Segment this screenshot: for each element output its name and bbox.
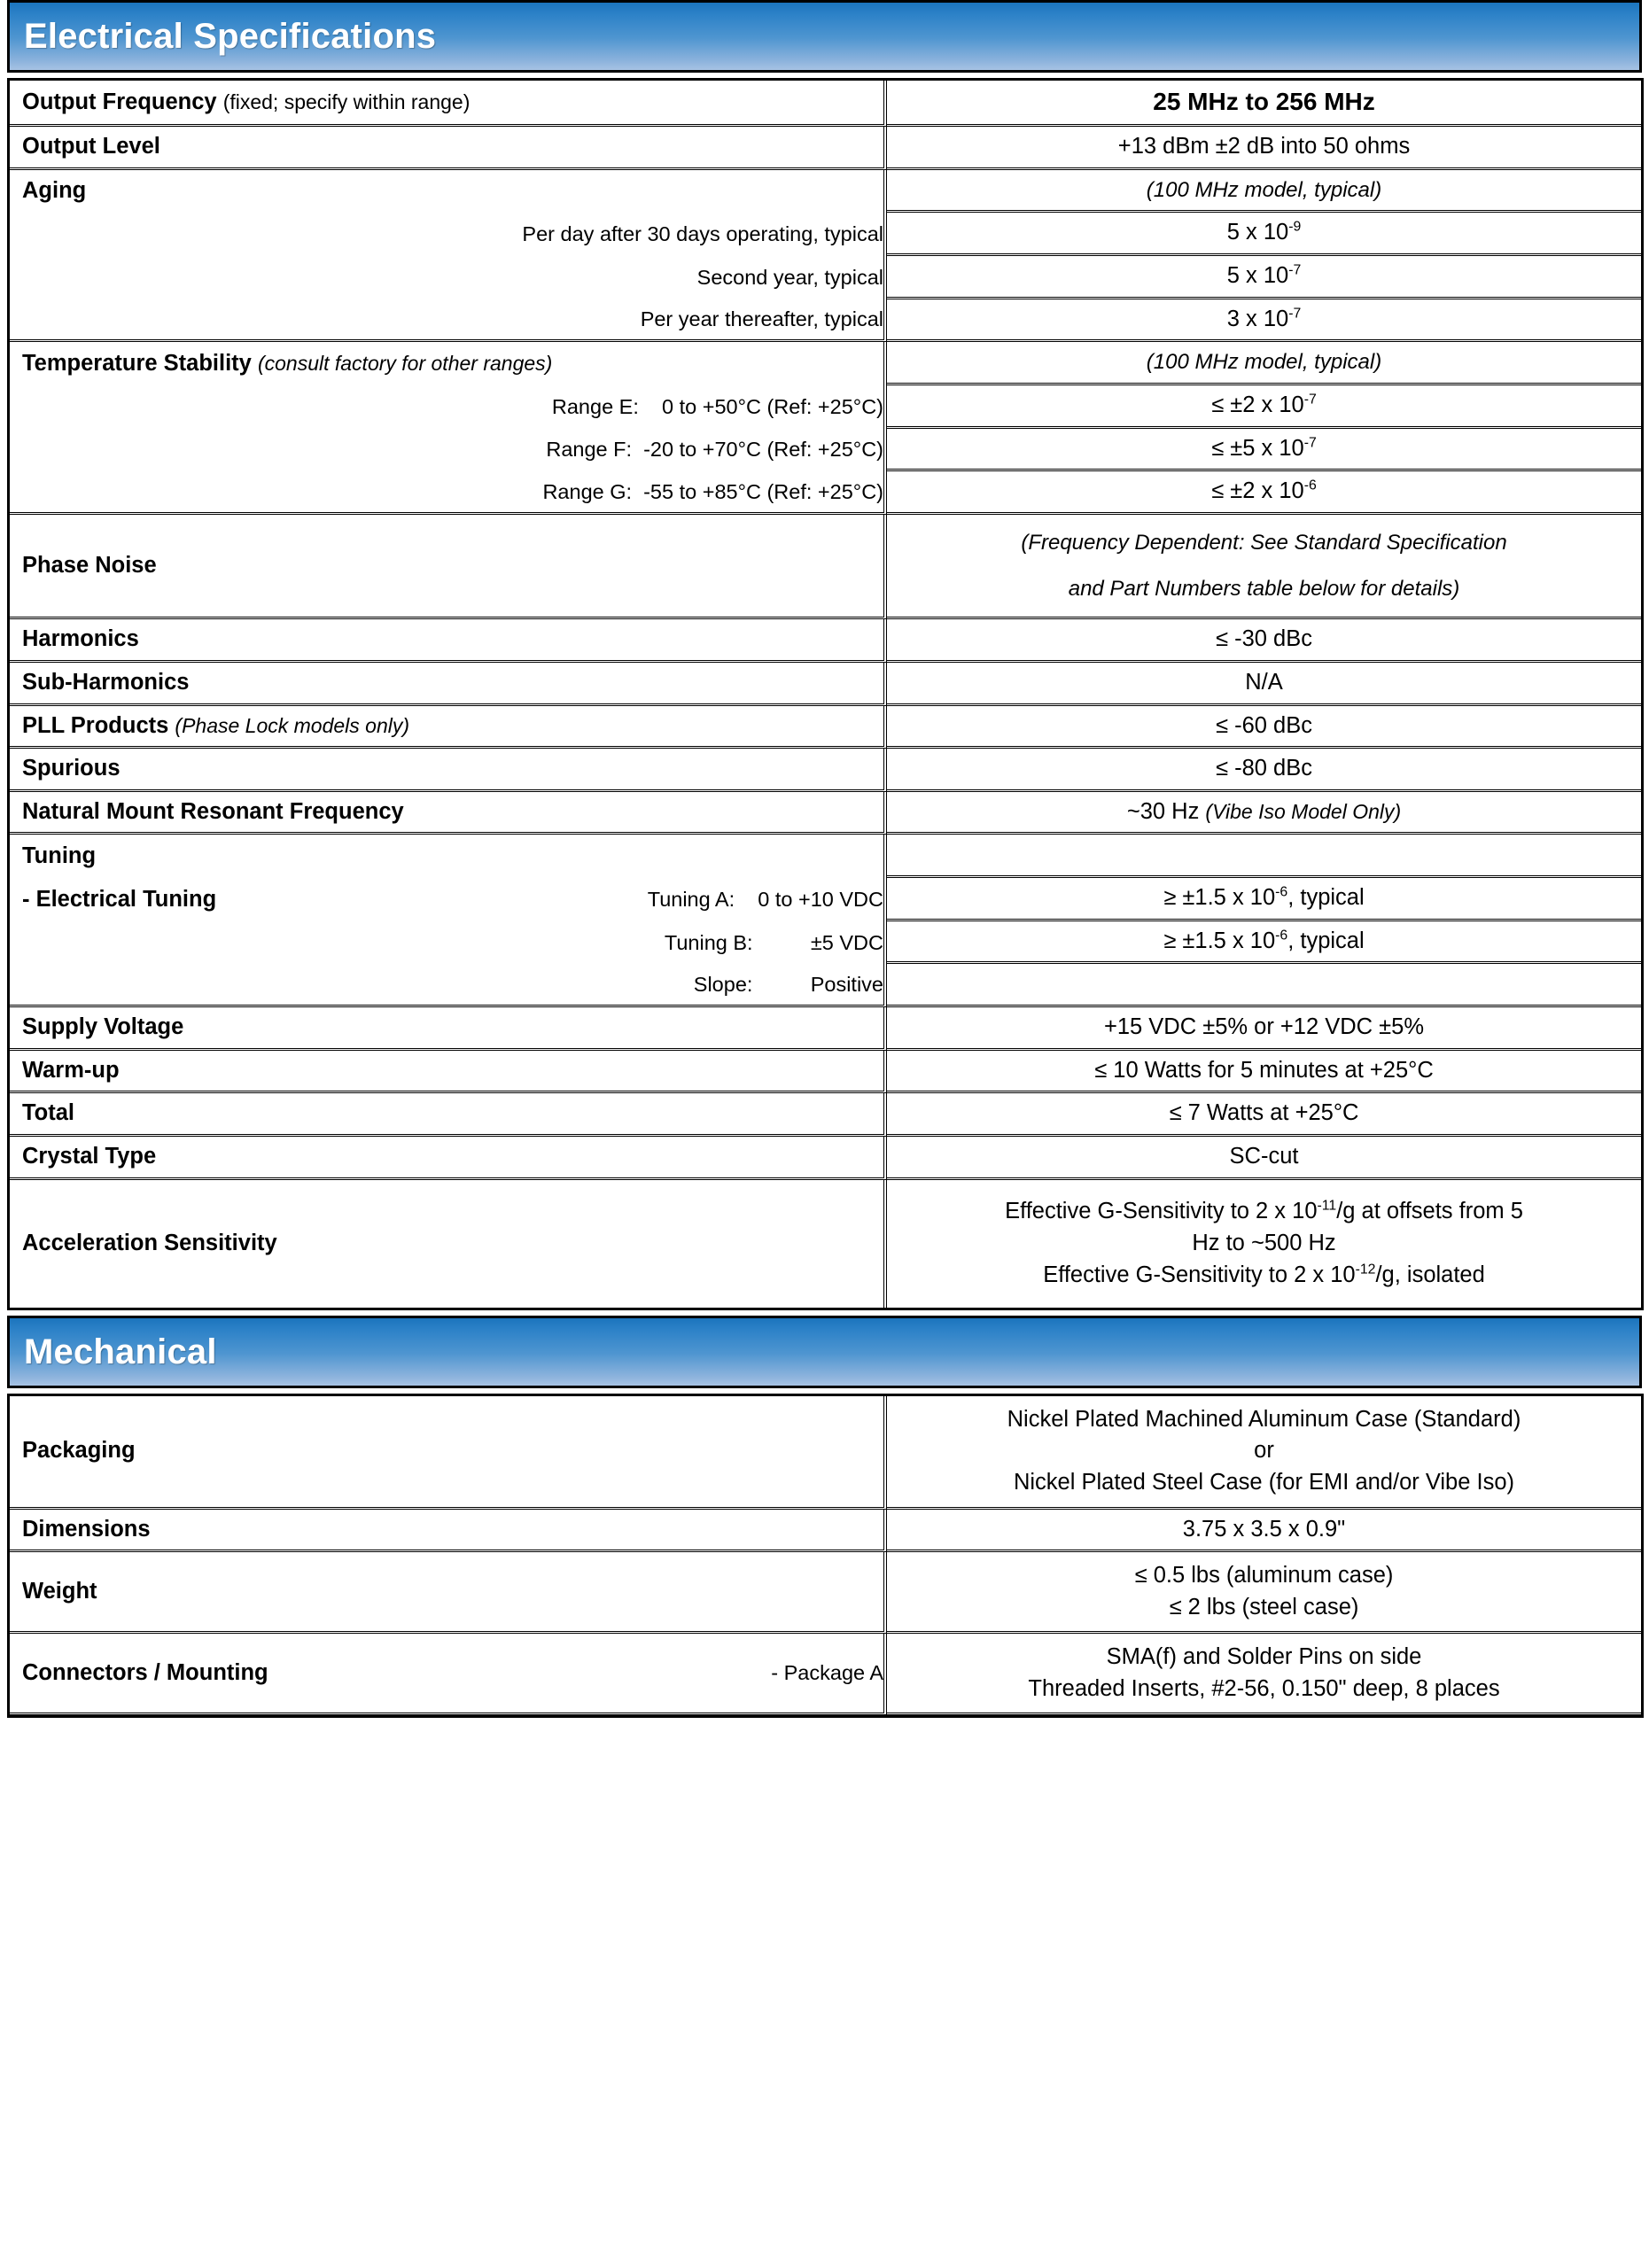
label-sub-harmonics: Sub-Harmonics xyxy=(22,669,190,695)
row-label-packaging xyxy=(10,1396,887,1510)
section-header-mechanical xyxy=(7,1316,1642,1388)
sublabel-aging-second-year: Second year, typical xyxy=(696,265,883,289)
label-electrical-tuning: - Electrical Tuning xyxy=(22,886,217,912)
value-acceleration-line-1 xyxy=(899,1196,1629,1228)
value-pll-products: ≤ -60 dBc xyxy=(1216,712,1312,738)
value-tuning-b-exponent: -6 xyxy=(1275,928,1288,944)
value-tuning-b-suffix: , typical xyxy=(1287,928,1365,953)
table-row xyxy=(10,1510,1641,1553)
row-label-warm-up xyxy=(10,1051,887,1094)
label-warm-up: Warm-up xyxy=(22,1057,120,1083)
label-weight: Weight xyxy=(22,1579,97,1604)
label-total: Total xyxy=(22,1100,75,1126)
row-label-natural-mount xyxy=(10,792,887,835)
label-crystal-type: Crystal Type xyxy=(22,1144,157,1169)
note-temperature-stability: (consult factory for other ranges) xyxy=(257,351,553,375)
value-accel-line3-post: /g, isolated xyxy=(1375,1262,1485,1287)
row-label-range-e xyxy=(10,385,887,429)
value-harmonics: ≤ -30 dBc xyxy=(1216,626,1312,652)
row-value-warm-up xyxy=(887,1051,1641,1094)
row-label-temperature-stability xyxy=(10,342,887,385)
row-value-aging-per-day xyxy=(887,213,1641,256)
value-tuning-b-mantissa: ≥ ±1.5 x 10 xyxy=(1163,928,1276,953)
row-value-spurious xyxy=(887,749,1641,792)
row-value-crystal-type xyxy=(887,1137,1641,1180)
label-phase-noise: Phase Noise xyxy=(22,552,157,578)
note-pll-products: (Phase Lock models only) xyxy=(175,713,410,737)
table-row xyxy=(10,1093,1641,1137)
value-aging-per-day-exponent: -9 xyxy=(1288,219,1302,235)
row-value-packaging xyxy=(887,1396,1641,1510)
table-row xyxy=(10,299,1641,343)
row-value-aging-per-year xyxy=(887,299,1641,343)
value-phase-noise-line-1: (Frequency Dependent: See Standard Specification xyxy=(1021,530,1507,555)
value-weight-line-1: ≤ 0.5 lbs (aluminum case) xyxy=(1134,1563,1394,1588)
value-tuning-a-suffix: , typical xyxy=(1287,885,1365,911)
row-value-natural-mount xyxy=(887,792,1641,835)
table-row xyxy=(10,1634,1641,1715)
label-supply-voltage: Supply Voltage xyxy=(22,1014,184,1040)
row-value-acceleration-sensitivity xyxy=(887,1180,1641,1308)
value-warm-up: ≤ 10 Watts for 5 minutes at +25°C xyxy=(1094,1057,1434,1083)
row-value-sub-harmonics xyxy=(887,663,1641,706)
value-aging-per-day-mantissa: 5 x 10 xyxy=(1226,220,1289,245)
sublabel-range-f: Range F: -20 to +70°C (Ref: +25°C) xyxy=(546,438,883,462)
row-label-acceleration-sensitivity xyxy=(10,1180,887,1308)
value-acceleration-line-2: Hz to ~500 Hz xyxy=(1192,1230,1336,1255)
value-crystal-type: SC-cut xyxy=(1229,1144,1299,1169)
value-packaging-line-1: Nickel Plated Machined Aluminum Case (Standard) xyxy=(1007,1406,1521,1432)
value-tuning-a-mantissa: ≥ ±1.5 x 10 xyxy=(1163,885,1276,911)
value-natural-mount-main: ~30 Hz xyxy=(1126,798,1206,824)
label-acceleration-sensitivity: Acceleration Sensitivity xyxy=(22,1230,277,1255)
row-label-harmonics xyxy=(10,619,887,663)
table-row xyxy=(10,663,1641,706)
table-row xyxy=(10,170,1641,214)
row-value-aging-header xyxy=(887,170,1641,214)
value-range-g-mantissa: ≤ ±2 x 10 xyxy=(1211,478,1304,504)
label-harmonics: Harmonics xyxy=(22,626,139,652)
row-value-slope xyxy=(887,964,1641,1007)
table-row xyxy=(10,471,1641,515)
value-aging-second-year-exponent: -7 xyxy=(1288,262,1302,278)
table-row xyxy=(10,964,1641,1007)
value-temperature-model-note: (100 MHz model, typical) xyxy=(1146,350,1382,375)
sublabel-package-a: - Package A xyxy=(771,1661,883,1685)
label-spurious: Spurious xyxy=(22,756,121,781)
label-natural-mount: Natural Mount Resonant Frequency xyxy=(22,798,404,824)
row-label-tuning-b xyxy=(10,921,887,965)
row-label-aging xyxy=(10,170,887,214)
table-row xyxy=(10,706,1641,750)
sublabel-slope: Slope: Positive xyxy=(693,972,883,996)
row-label-range-f xyxy=(10,429,887,472)
value-accel-line3-exponent: -12 xyxy=(1355,1262,1376,1278)
label-pll-products: PLL Products xyxy=(22,712,169,738)
table-row xyxy=(10,749,1641,792)
section-header-electrical xyxy=(7,0,1642,73)
value-range-e-exponent: -7 xyxy=(1303,392,1317,408)
table-row xyxy=(10,1396,1641,1510)
label-aging: Aging xyxy=(22,178,87,204)
table-row xyxy=(10,213,1641,256)
value-accel-line1-pre: Effective G-Sensitivity to 2 x 10 xyxy=(1005,1199,1318,1224)
row-value-connectors-mounting xyxy=(887,1634,1641,1715)
value-output-level: +13 dBm ±2 dB into 50 ohms xyxy=(1117,133,1411,159)
value-aging-model-note: (100 MHz model, typical) xyxy=(1146,177,1382,202)
row-label-slope xyxy=(10,964,887,1007)
row-value-total xyxy=(887,1093,1641,1137)
table-row xyxy=(10,1007,1641,1051)
row-value-tuning-a xyxy=(887,878,1641,921)
row-label-aging-per-year xyxy=(10,299,887,343)
section-title-electrical: Electrical Specifications xyxy=(24,17,437,56)
value-aging-second-year-mantissa: 5 x 10 xyxy=(1226,262,1289,288)
sublabel-range-e: Range E: 0 to +50°C (Ref: +25°C) xyxy=(551,394,883,418)
row-label-pll-products xyxy=(10,706,887,750)
value-natural-mount-note: (Vibe Iso Model Only) xyxy=(1205,799,1402,823)
value-packaging-line-3: Nickel Plated Steel Case (for EMI and/or Vibe Iso) xyxy=(1013,1470,1515,1495)
table-row xyxy=(10,429,1641,472)
row-label-weight xyxy=(10,1552,887,1634)
label-output-level: Output Level xyxy=(22,133,160,159)
value-connectors-line-1: SMA(f) and Solder Pins on side xyxy=(1106,1644,1422,1670)
value-phase-noise-line-2: and Part Numbers table below for details) xyxy=(1068,576,1460,601)
value-supply-voltage: +15 VDC ±5% or +12 VDC ±5% xyxy=(1103,1014,1425,1040)
row-value-pll-products xyxy=(887,706,1641,750)
row-value-range-g xyxy=(887,471,1641,515)
note-output-frequency: (fixed; specify within range) xyxy=(222,89,471,113)
table-row xyxy=(10,81,1641,127)
table-row xyxy=(10,515,1641,619)
value-sub-harmonics: N/A xyxy=(1245,669,1283,695)
value-aging-per-year-mantissa: 3 x 10 xyxy=(1226,306,1289,331)
row-value-weight xyxy=(887,1552,1641,1634)
table-row xyxy=(10,256,1641,299)
sublabel-aging-per-year: Per year thereafter, typical xyxy=(640,307,883,330)
row-value-phase-noise xyxy=(887,515,1641,619)
table-row xyxy=(10,878,1641,921)
row-label-output-frequency xyxy=(10,81,887,127)
row-label-tuning xyxy=(10,835,887,878)
row-value-output-level xyxy=(887,127,1641,170)
row-label-tuning-a xyxy=(10,878,887,921)
row-label-aging-second-year xyxy=(10,256,887,299)
value-range-g-exponent: -6 xyxy=(1303,478,1317,493)
table-row xyxy=(10,921,1641,965)
value-range-f-exponent: -7 xyxy=(1303,435,1317,451)
table-row xyxy=(10,127,1641,170)
row-value-dimensions xyxy=(887,1510,1641,1553)
row-value-output-frequency xyxy=(887,81,1641,127)
value-total: ≤ 7 Watts at +25°C xyxy=(1169,1100,1359,1126)
sublabel-tuning-a: Tuning A: 0 to +10 VDC xyxy=(647,887,883,911)
row-value-range-e xyxy=(887,385,1641,429)
label-temperature-stability: Temperature Stability xyxy=(22,350,252,376)
value-weight-line-2: ≤ 2 lbs (steel case) xyxy=(1169,1594,1359,1619)
value-accel-line1-post: /g at offsets from 5 xyxy=(1336,1199,1523,1224)
label-output-frequency: Output Frequency xyxy=(22,89,217,114)
row-value-tuning-header xyxy=(887,835,1641,878)
section-title-mechanical: Mechanical xyxy=(24,1332,217,1371)
table-row xyxy=(10,835,1641,878)
row-label-spurious xyxy=(10,749,887,792)
table-row xyxy=(10,1180,1641,1308)
sublabel-aging-per-day: Per day after 30 days operating, typical xyxy=(522,222,883,246)
row-value-supply-voltage xyxy=(887,1007,1641,1051)
mechanical-specifications-table xyxy=(7,1394,1644,1719)
value-packaging-line-2: or xyxy=(1254,1438,1274,1464)
row-label-sub-harmonics xyxy=(10,663,887,706)
row-value-range-f xyxy=(887,429,1641,472)
table-row xyxy=(10,1051,1641,1094)
row-label-dimensions xyxy=(10,1510,887,1553)
table-row xyxy=(10,342,1641,385)
label-connectors-mounting: Connectors / Mounting xyxy=(22,1660,268,1686)
value-connectors-line-2: Threaded Inserts, #2-56, 0.150" deep, 8 places xyxy=(1028,1675,1500,1701)
value-acceleration-line-3 xyxy=(899,1260,1629,1292)
sublabel-tuning-b: Tuning B: ±5 VDC xyxy=(664,930,883,954)
row-label-total xyxy=(10,1093,887,1137)
table-row xyxy=(10,385,1641,429)
row-label-output-level xyxy=(10,127,887,170)
table-row xyxy=(10,792,1641,835)
value-accel-line1-exponent: -11 xyxy=(1317,1198,1337,1214)
label-dimensions: Dimensions xyxy=(22,1516,151,1542)
value-aging-per-year-exponent: -7 xyxy=(1288,306,1302,322)
table-row xyxy=(10,619,1641,663)
row-value-temperature-stability-header xyxy=(887,342,1641,385)
row-label-aging-per-day xyxy=(10,213,887,256)
label-tuning: Tuning xyxy=(22,843,97,868)
row-value-tuning-b xyxy=(887,921,1641,965)
table-row xyxy=(10,1137,1641,1180)
value-accel-line3-pre: Effective G-Sensitivity to 2 x 10 xyxy=(1043,1262,1356,1287)
value-spurious: ≤ -80 dBc xyxy=(1216,756,1312,781)
row-label-range-g xyxy=(10,471,887,515)
value-tuning-a-exponent: -6 xyxy=(1275,884,1288,900)
value-range-e-mantissa: ≤ ±2 x 10 xyxy=(1211,392,1304,417)
row-value-aging-second-year xyxy=(887,256,1641,299)
value-output-frequency: 25 MHz to 256 MHz xyxy=(1153,88,1375,115)
value-dimensions: 3.75 x 3.5 x 0.9" xyxy=(1182,1516,1346,1542)
row-label-supply-voltage xyxy=(10,1007,887,1051)
row-value-harmonics xyxy=(887,619,1641,663)
table-row xyxy=(10,1552,1641,1634)
sublabel-range-g: Range G: -55 to +85°C (Ref: +25°C) xyxy=(542,479,883,503)
row-label-phase-noise xyxy=(10,515,887,619)
row-label-crystal-type xyxy=(10,1137,887,1180)
electrical-specifications-table xyxy=(7,78,1644,1310)
row-label-connectors-mounting xyxy=(10,1634,887,1715)
value-range-f-mantissa: ≤ ±5 x 10 xyxy=(1211,435,1304,461)
label-packaging: Packaging xyxy=(22,1438,136,1464)
